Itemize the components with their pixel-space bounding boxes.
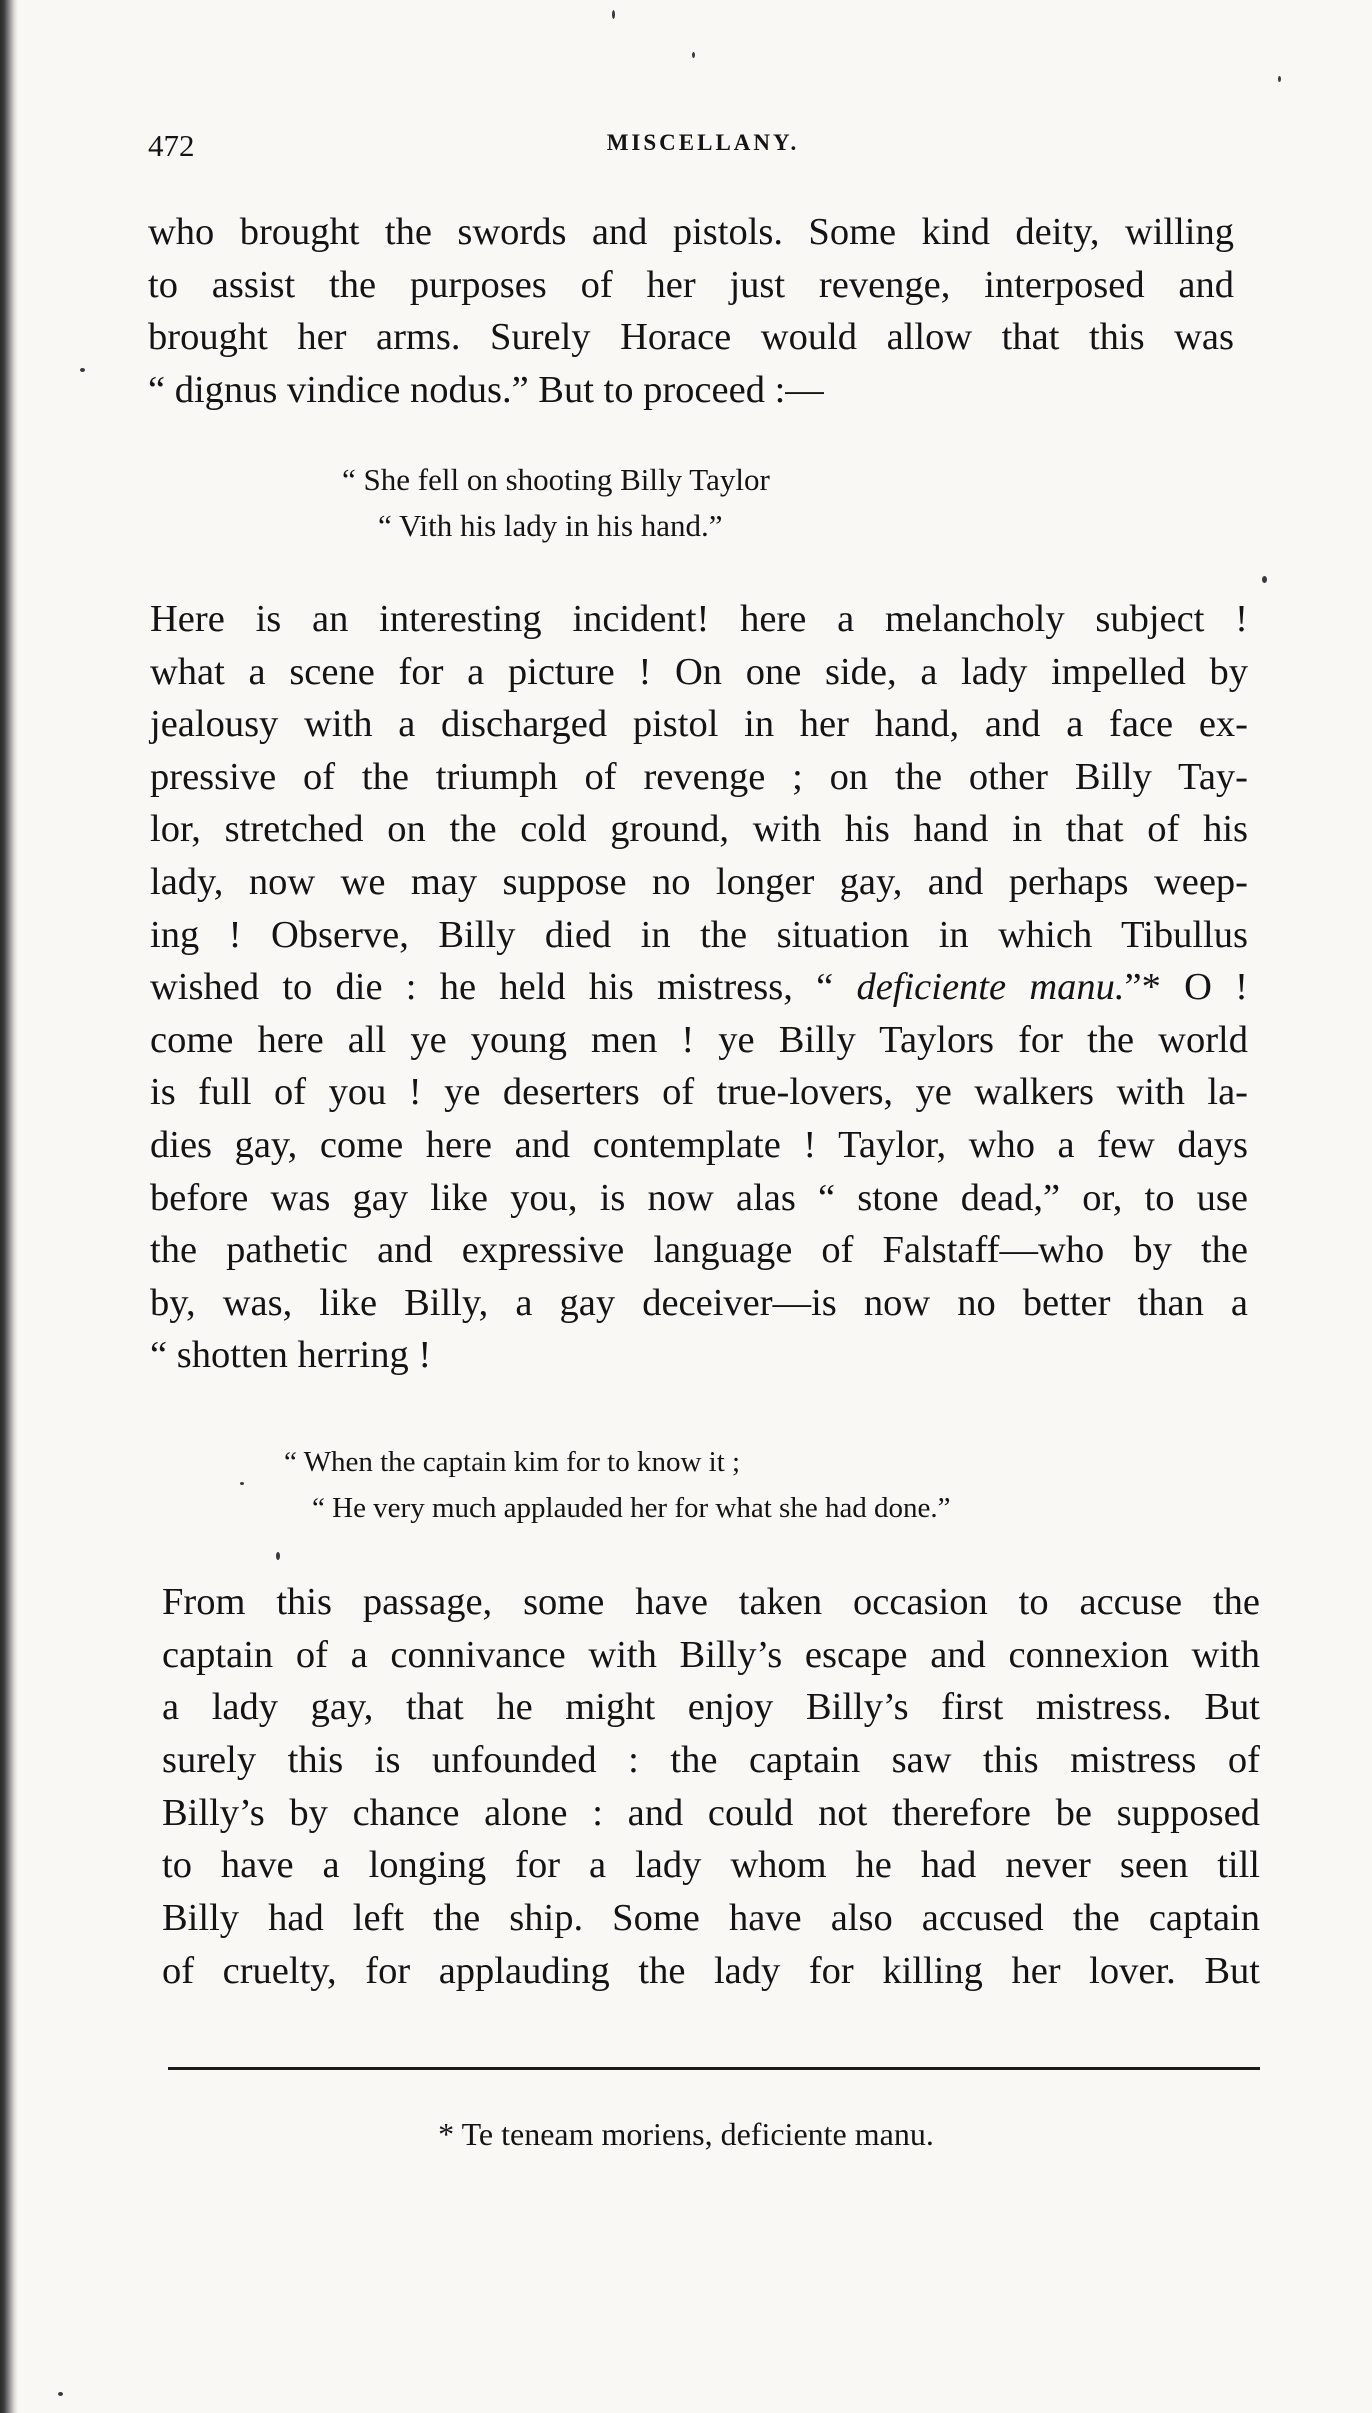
text-line: Billy’s by chance alone : and could not therefore be supposed — [162, 1791, 1260, 1834]
verse-1-line-1: “ She fell on shooting Billy Taylor — [342, 462, 770, 497]
text-line: a lady gay, that he might enjoy Billy’s first mistress. But — [162, 1686, 1260, 1729]
text-line: lady, now we may suppose no longer gay, and perhaps weep- — [150, 860, 1248, 903]
text-line: brought her arms. Surely Horace would allow that this was — [148, 316, 1234, 358]
text-line: before was gay like you, is now alas “ stone dead,” or, to use — [150, 1176, 1248, 1219]
text-line: the pathetic and expressive language of Falstaff—who by the — [150, 1229, 1248, 1272]
verse-2-line-2: “ He very much applauded her for what she had done.” — [312, 1492, 951, 1524]
text-line: “ shotten herring ! — [150, 1334, 432, 1377]
text-line: to have a longing for a lady whom he had never seen till — [162, 1844, 1260, 1887]
paragraph-1 — [148, 206, 1234, 416]
page-header — [148, 128, 1258, 168]
page-binding-edge — [0, 0, 18, 2413]
text-segment: wished to die : he held his mistress, “ — [150, 966, 857, 1009]
verse-2-line-1: “ When the captain kim for to know it ; — [284, 1446, 741, 1478]
text-line: by, was, like Billy, a gay deceiver—is now no better than a — [150, 1281, 1248, 1324]
text-line: From this passage, some have taken occasion to accuse the — [162, 1581, 1260, 1623]
footnote: * Te teneam moriens, deficiente manu. — [438, 2116, 934, 2152]
text-line: pressive of the triumph of revenge ; on the other Billy Tay- — [150, 755, 1248, 798]
running-head: MISCELLANY. — [606, 130, 800, 155]
text-line: what a scene for a picture ! On one side, a lady impelled by — [150, 650, 1248, 693]
footnote-rule — [168, 2067, 1260, 2070]
text-line: surely this is unfounded : the captain saw this mistress of — [162, 1739, 1260, 1782]
text-line: of cruelty, for applauding the lady for killing her lover. But — [162, 1949, 1260, 1992]
verse-1-line-2: “ Vith his lady in his hand.” — [378, 508, 723, 543]
text-line: Here is an interesting incident! here a melancholy subject ! — [150, 598, 1248, 640]
paragraph-2 — [150, 593, 1248, 1382]
page-number: 472 — [148, 128, 195, 163]
text-line: captain of a connivance with Billy’s escape and connexion with — [162, 1633, 1260, 1676]
text-line: is full of you ! ye deserters of true-lovers, ye walkers with la- — [150, 1071, 1248, 1114]
text-segment: ”* O ! — [1124, 966, 1248, 1009]
text-line: dies gay, come here and contemplate ! Taylor, who a few days — [150, 1123, 1248, 1166]
text-line: “ dignus vindice nodus.” But to proceed :— — [148, 368, 824, 411]
paragraph-3 — [162, 1576, 1260, 1998]
text-line-with-italic — [150, 961, 1248, 1014]
italic-quote: deficiente manu. — [856, 966, 1125, 1009]
text-line: ing ! Observe, Billy died in the situation in which Tibullus — [150, 913, 1248, 956]
text-line: who brought the swords and pistols. Some kind deity, willing — [148, 211, 1234, 253]
text-line: come here all ye young men ! ye Billy Taylors for the world — [150, 1018, 1248, 1061]
text-line: lor, stretched on the cold ground, with his hand in that of his — [150, 808, 1248, 851]
text-line: jealousy with a discharged pistol in her hand, and a face ex- — [150, 703, 1248, 746]
text-line: to assist the purposes of her just revenge, interposed and — [148, 263, 1234, 306]
text-line: Billy had left the ship. Some have also accused the captain — [162, 1897, 1260, 1940]
